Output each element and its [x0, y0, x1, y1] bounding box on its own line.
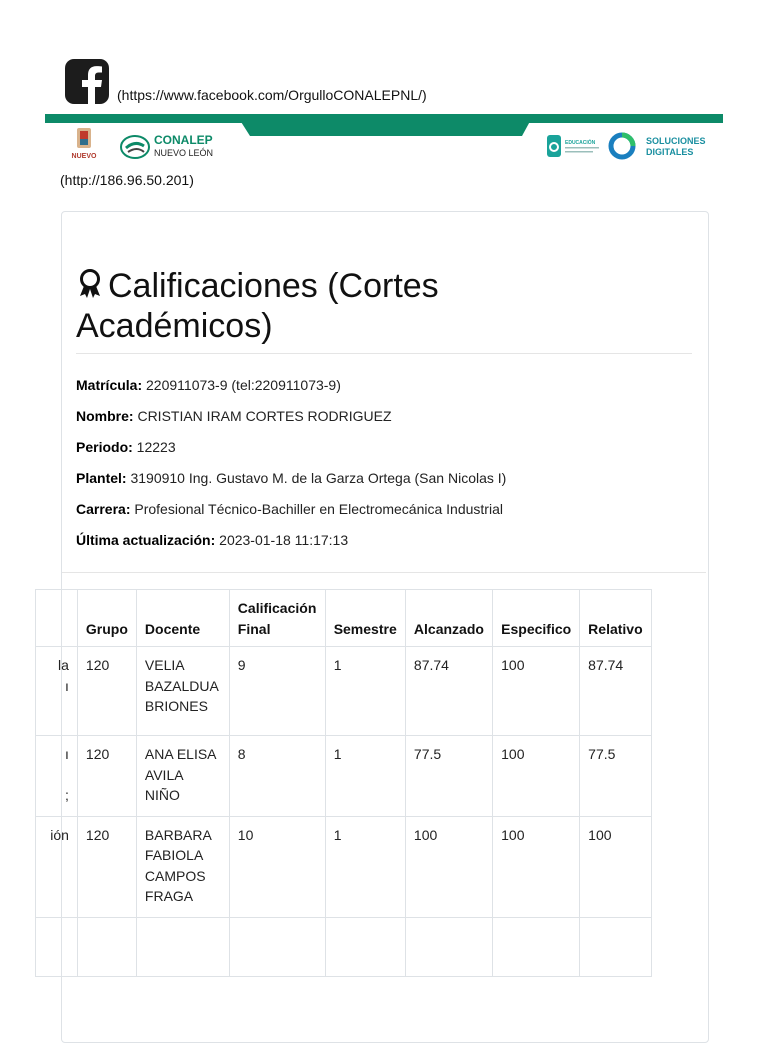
matricula-row — [76, 376, 341, 394]
col-final-header: Calificación Final — [229, 590, 325, 647]
svg-text:SOLUCIONES: SOLUCIONES — [646, 136, 706, 146]
cell-semestre: 1 — [325, 647, 405, 736]
carrera-row — [76, 500, 503, 518]
cell-empty — [325, 917, 405, 976]
periodo-row — [76, 438, 176, 456]
plantel-row — [76, 469, 506, 487]
educacion-logo[interactable] — [545, 132, 605, 160]
actualizacion-label: Última actualización: — [76, 532, 216, 548]
matricula-value[interactable]: 220911073-9 (tel:220911073-9) — [146, 377, 341, 393]
cell-especifico: 100 — [493, 736, 580, 817]
grades-table — [35, 589, 652, 977]
cell-empty — [405, 917, 492, 976]
cell-empty — [36, 917, 78, 976]
col-docente-header: Docente — [136, 590, 229, 647]
info-divider — [62, 572, 706, 573]
cell-docente: BARBARA FABIOLA CAMPOS FRAGA — [136, 816, 229, 917]
facebook-icon[interactable] — [65, 59, 109, 104]
table-row — [36, 816, 652, 917]
cell-alcanzado: 87.74 — [405, 647, 492, 736]
periodo-label: Periodo: — [76, 439, 133, 455]
title-line-2: Académicos) — [76, 307, 273, 345]
cell-empty — [580, 917, 652, 976]
col-relativo-header: Relativo — [580, 590, 652, 647]
carrera-label: Carrera: — [76, 501, 131, 517]
actualizacion-value: 2023-01-18 11:17:13 — [219, 532, 349, 548]
title-line-1: Calificaciones (Cortes — [108, 267, 439, 305]
cell-empty — [229, 917, 325, 976]
cell-materia: la ı — [36, 647, 78, 736]
cell-grupo: 120 — [77, 647, 136, 736]
cell-empty — [493, 917, 580, 976]
title-divider — [76, 353, 692, 354]
cell-materia: ión — [36, 816, 78, 917]
table-row — [36, 647, 652, 736]
col-grupo-header: Grupo — [77, 590, 136, 647]
page-title — [76, 266, 686, 346]
home-link[interactable]: (http://186.96.50.201) — [60, 172, 194, 188]
soluciones-digitales-logo[interactable] — [608, 132, 708, 160]
carrera-value: Profesional Técnico-Bachiller en Electromecánica Industrial — [134, 501, 503, 517]
nuevo-leon-logo[interactable] — [70, 126, 98, 164]
cell-alcanzado: 100 — [405, 816, 492, 917]
nombre-label: Nombre: — [76, 408, 134, 424]
svg-text:EDUCACIÓN: EDUCACIÓN — [565, 140, 596, 146]
cell-final: 9 — [229, 647, 325, 736]
cell-especifico: 100 — [493, 647, 580, 736]
table-row — [36, 917, 652, 976]
plantel-label: Plantel: — [76, 470, 127, 486]
col-alcanzado-header: Alcanzado — [405, 590, 492, 647]
nombre-value: CRISTIAN IRAM CORTES RODRIGUEZ — [137, 408, 392, 424]
cell-empty — [77, 917, 136, 976]
cell-docente: ANA ELISA AVILA NIÑO — [136, 736, 229, 817]
table-header-row — [36, 590, 652, 647]
cell-relativo: 87.74 — [580, 647, 652, 736]
svg-text:NUEVO: NUEVO — [71, 153, 97, 160]
cell-semestre: 1 — [325, 736, 405, 817]
cell-final: 8 — [229, 736, 325, 817]
grades-table-scroll[interactable] — [50, 589, 692, 928]
cell-final: 10 — [229, 816, 325, 917]
cell-materia: ı ; — [36, 736, 78, 817]
svg-text:NUEVO LEÓN: NUEVO LEÓN — [154, 148, 214, 158]
cell-alcanzado: 77.5 — [405, 736, 492, 817]
cell-relativo: 77.5 — [580, 736, 652, 817]
nombre-row — [76, 407, 392, 425]
cell-grupo: 120 — [77, 816, 136, 917]
cell-empty — [136, 917, 229, 976]
actualizacion-row — [76, 531, 348, 549]
svg-text:DIGITALES: DIGITALES — [646, 147, 694, 157]
table-row — [36, 736, 652, 817]
col-materia-header — [36, 590, 78, 647]
svg-text:CONALEP: CONALEP — [154, 133, 213, 147]
header-tab-shape — [236, 114, 534, 136]
award-icon — [76, 268, 104, 300]
plantel-value: 3190910 Ing. Gustavo M. de la Garza Ortega (San Nicolas I) — [130, 470, 507, 486]
facebook-link[interactable]: (https://www.facebook.com/OrgulloCONALEPNL/) — [117, 87, 427, 103]
cell-grupo: 120 — [77, 736, 136, 817]
conalep-logo[interactable] — [120, 130, 220, 162]
cell-semestre: 1 — [325, 816, 405, 917]
cell-relativo: 100 — [580, 816, 652, 917]
col-semestre-header: Semestre — [325, 590, 405, 647]
col-especifico-header: Especifico — [493, 590, 580, 647]
periodo-value: 12223 — [136, 439, 176, 455]
matricula-label: Matrícula: — [76, 377, 143, 393]
cell-docente: VELIA BAZALDUA BRIONES — [136, 647, 229, 736]
cell-especifico: 100 — [493, 816, 580, 917]
